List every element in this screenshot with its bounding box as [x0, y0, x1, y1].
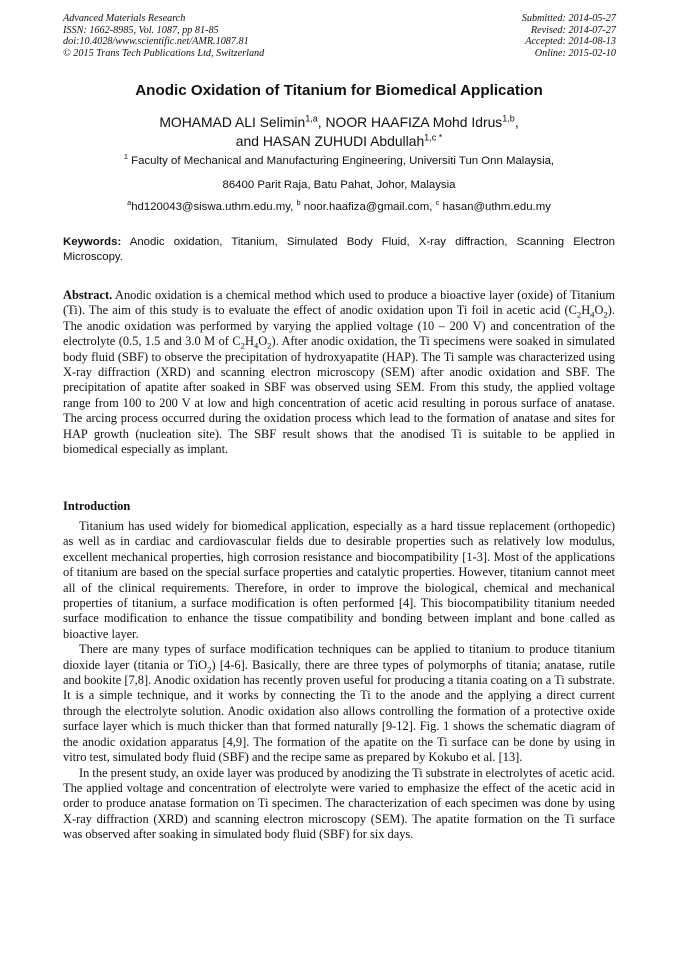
author-line-2 — [40, 132, 638, 151]
author-1: MOHAMAD ALI Selimin — [159, 114, 306, 130]
author-2-affil: 1,b — [502, 113, 515, 124]
affiliation-line-2: 86400 Parit Raja, Batu Pahat, Johor, Malaysia — [222, 179, 456, 191]
author-line-1 — [40, 113, 638, 132]
subscript: 2 — [207, 664, 212, 675]
paragraph-text: There are many types of surface modification techniques can be applied to titanium to produce titanium dioxide layer (titania or TiO — [63, 642, 615, 672]
subscript: 4 — [590, 309, 595, 320]
subscript: 2 — [576, 309, 582, 320]
affiliation-line-1 — [40, 154, 638, 168]
author-3: HASAN ZUHUDI Abdullah — [262, 133, 425, 149]
email-marker-c: c — [435, 198, 440, 208]
email-b: noor.haafiza@gmail.com, — [300, 201, 436, 213]
journal-name: Advanced Materials Research — [63, 13, 186, 24]
doi-line: doi:10.4028/www.scientific.net/AMR.1087.81 — [63, 36, 249, 48]
abstract-text: H — [581, 303, 591, 318]
keywords-text: Anodic oxidation, Titanium, Simulated Body Fluid, X-ray diffraction, Scanning Electron Microscopy. — [63, 236, 615, 263]
author-conjunction: and — [235, 133, 263, 149]
subscript: 4 — [253, 340, 259, 351]
email-a: hd120043@siswa.uthm.edu.my, — [131, 201, 297, 213]
intro-paragraph-2 — [63, 642, 615, 765]
affiliation-text: Faculty of Mechanical and Manufacturing Engineering, Universiti Tun Onn Malaysia, — [128, 155, 555, 167]
email-marker-b: b — [296, 198, 301, 208]
keywords-label: Keywords: — [63, 236, 122, 248]
email-c: hasan@uthm.edu.my — [439, 201, 551, 213]
paragraph-text: ) [4-6]. Basically, there are three types of polymorphs of titania; anatase, rutile and bookite [7,8]. Anodic oxidation has recently proven useful for producing a titania coating on a Ti substrate. It is a simple technique, and it works by connecting the Ti to the anode and the applying a direct current through the electrolyte solution. Anodic oxidation also allows controlling the formation of a protective oxide surface layer which is much thicker than that formed naturally [9-12]. Fig. 1 shows the schematic diagram of the anodic oxidation apparatus [4,9]. The formation of the apatite on the Ti surface can be done by using in vitro test, simulated body fluid (SBF) and the recipe same as prepared by Kokubo et al. [13]. — [63, 657, 615, 765]
online-date: Online: 2015-02-10 — [534, 47, 616, 59]
abstract-label: Abstract. — [63, 288, 113, 302]
introduction-body — [63, 519, 615, 843]
abstract-text: ). The anodic oxidation was performed by varying the applied voltage (10 – 200 V) and concentration of the electrolyte (0.5, 1.5 and 3.0 M of C — [63, 303, 615, 349]
email-marker-a: a — [127, 198, 132, 208]
copyright-line: © 2015 Trans Tech Publications Ltd, Switzerland — [63, 47, 265, 59]
abstract-text: Anodic oxidation is a chemical method which used to produce a bioactive layer (oxide) of Titanium (Ti). The aim of this study is to evaluate the effect of anodic oxidation upon Ti foil in acetic acid (C — [63, 288, 615, 318]
author-2: NOOR HAAFIZA Mohd Idrus — [325, 114, 503, 130]
subscript: 2 — [267, 340, 272, 351]
author-3-affil: 1,c * — [424, 132, 443, 143]
author-1-affil: 1,a — [305, 113, 318, 124]
subscript: 2 — [603, 309, 608, 320]
accepted-date: Accepted: 2014-08-13 — [525, 36, 616, 48]
abstract-text: ). After anodic oxidation, the Ti specimens were soaked in simulated body fluid (SBF) to observe the precipitation of hydroxyapatite (HAP). The Ti sample was characterized using X-ray diffraction (XRD) and scanning electron microscopy (SEM) after anodic oxidation and SBF. The precipitation of apatite after soaked in SBF was observed using SEM. From this study, the applied voltage range from 100 to 200 V at low and high concentration of acetic acid resulting in porous surface of anatase. The arcing process occurred during the oxidation process which lead to the formation of anatase and sites for HAP growth (nucleation site). The SBF result shows that the anodised Ti is suitable to be applied in biomedical especially as implant. — [63, 334, 615, 457]
abstract-text: O — [594, 303, 604, 318]
author-separator: , — [317, 114, 326, 130]
intro-paragraph-1: Titanium has used widely for biomedical application, especially as a hard tissue replacement (orthopedic) as well as in cardiac and cardiovascular fields due to desirable properties such as relatively low modulus, excellent mechanical properties, high corrosion resistance and biocompatibility [1-3]. Most of the applications of titanium are based on the special surface properties and catalytic properties. However, titanium cannot meet all of the clinical requirements. Therefore, in order to improve the biological, chemical and mechanical properties of titanium, a surface modification is often performed [4]. This biocompatibility titanium needed surface modification to enhance the tissue compatibility and bonding between implant and bone called as bioactive layer. — [63, 519, 615, 641]
keywords — [63, 235, 615, 265]
intro-paragraph-3: In the present study, an oxide layer was produced by anodizing the Ti substrate in electrolytes of acetic acid. The applied voltage and concentration of electrolyte were varied to emphasize the effect of the acetic acid in order to produce anatase formation on Ti specimen. The characterization of each specimen was done by using X-ray diffraction (XRD) and scanning electron microscopy (SEM). The apatite formation on the Ti surface was observed after soaking in simulated body fluid (SBF) for six days. — [63, 765, 615, 842]
email-line — [40, 200, 638, 214]
author-separator: , — [514, 114, 519, 130]
section-heading-introduction: Introduction — [63, 499, 131, 513]
revised-date: Revised: 2014-07-27 — [530, 24, 616, 36]
affiliation-number: 1 — [123, 152, 128, 162]
abstract — [63, 288, 615, 457]
publication-dates — [522, 13, 616, 59]
abstract-text: H — [244, 334, 254, 349]
journal-info — [63, 13, 264, 59]
submitted-date: Submitted: 2014-05-27 — [521, 13, 616, 24]
subscript: 2 — [240, 340, 245, 351]
issn-line: ISSN: 1662-8985, Vol. 1087, pp 81-85 — [63, 24, 219, 36]
paper-title: Anodic Oxidation of Titanium for Biomedical Application — [135, 82, 543, 99]
abstract-text: O — [258, 334, 268, 349]
author-list — [40, 113, 638, 151]
